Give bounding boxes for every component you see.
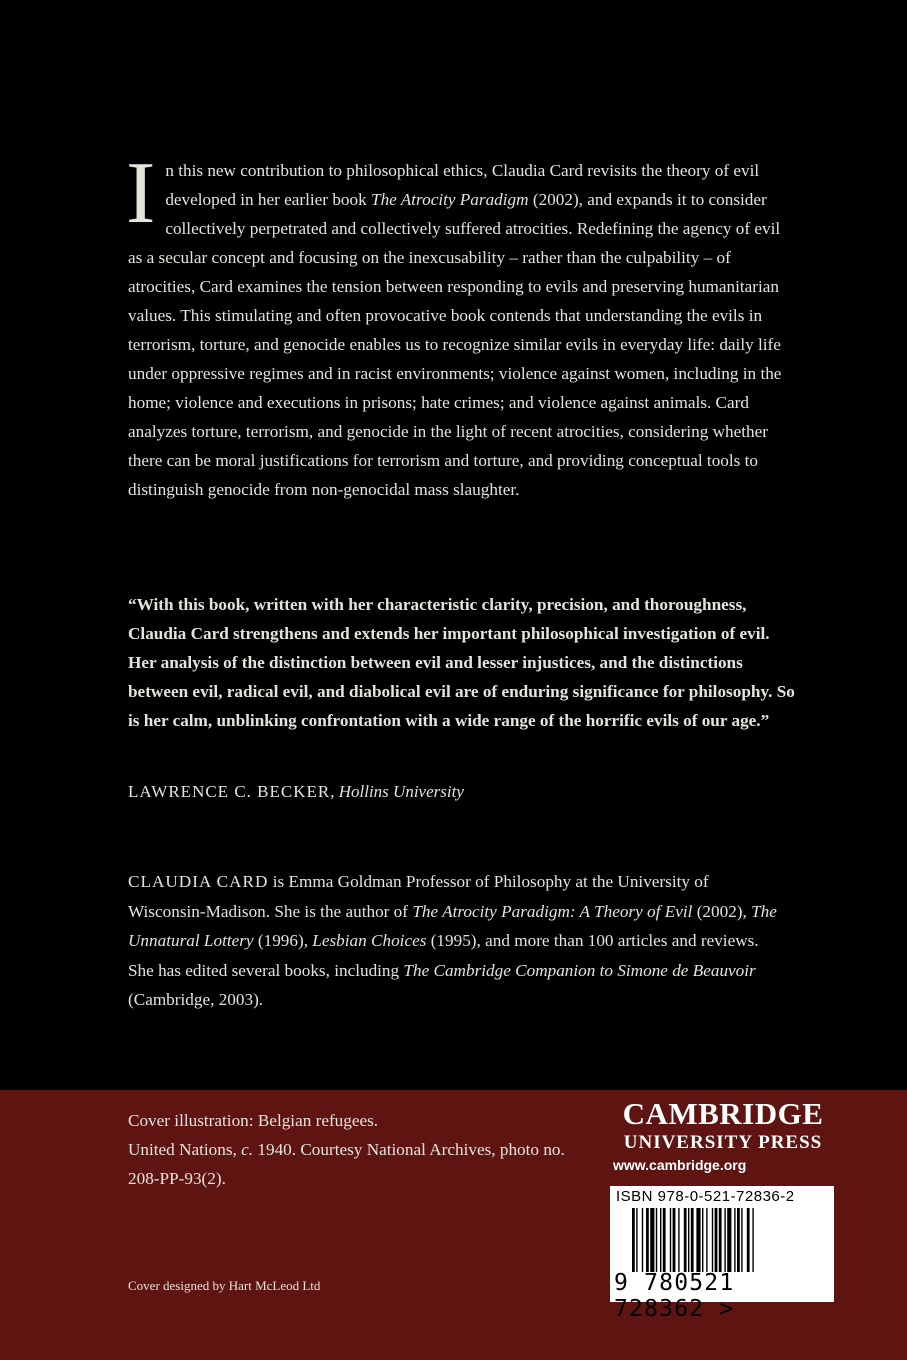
barcode-bar	[650, 1208, 654, 1272]
author-name: CLAUDIA CARD	[128, 872, 269, 891]
barcode-bar	[696, 1208, 700, 1272]
barcode-bar	[719, 1208, 722, 1272]
barcode-bar	[673, 1208, 676, 1272]
cover-designer: Cover designed by Hart McLeod Ltd	[128, 1278, 321, 1293]
description-text-2: (2002), and expands it to consider collectively perpetrated and collectively suffered atrocities. Redefining the agency of evil as a secular concept and focusing on the inexcusability – rather than the culpability – of atrocities, Card examines the tension between responding to evils and preserving humanitarian values. This stimulating and often provocative book contends that understanding the evils in terrorism, torture, and genocide enables us to recognize similar evils in everyday life: daily life under oppressive regimes and in racist environments; violence against women, including in the home; violence and executions in prisons; hate crimes; and violence against animals. Card analyzes torture, terrorism, and genocide in the light of recent atrocities, considering whether there can be moral justifications for terrorism and torture, and providing conceptual tools to distinguish genocide from non-genocidal mass slaughter.	[128, 190, 782, 499]
circa-abbr: c.	[241, 1140, 254, 1159]
barcode-bar	[747, 1208, 750, 1272]
bio-book-1: The Atrocity Paradigm: A Theory of Evil	[412, 901, 693, 921]
endorsement-attribution	[128, 782, 464, 802]
bio-text-1: is Emma Goldman Professor of Philosophy at the University of Wisconsin-Madison. She is the author of	[128, 872, 709, 921]
barcode-bar	[688, 1208, 689, 1272]
barcode-bar	[737, 1208, 740, 1272]
barcode-bar	[691, 1208, 694, 1272]
barcode-bar	[660, 1208, 661, 1272]
description-text-1: n this new contribution to philosophical ethics, Claudia Card revisits the theory of evil developed in her earlier book	[165, 161, 760, 209]
author-bio	[128, 867, 788, 1015]
credit-line-2b: 1940. Courtesy National Archives, photo no. 208-PP-93(2).	[128, 1140, 565, 1188]
bio-text-5: (Cambridge, 2003).	[128, 990, 264, 1009]
credit-line-1: Cover illustration: Belgian refugees.	[128, 1111, 379, 1130]
barcode-bars	[632, 1208, 828, 1272]
endorsement-quote: “With this book, written with her characteristic clarity, precision, and thoroughness, Claudia Card strengthens and extends her important philosophical investigation of evil. Her analysis of the distinction between evil and lesser injustices, and the distinctions between evil, radical evil, and diabolical evil are of enduring significance for philosophy. So is her calm, unblinking confrontation with a wide range of the horrific evils of our age.”	[128, 595, 795, 730]
publisher-logo	[612, 1096, 834, 1176]
barcode-bar	[678, 1208, 679, 1272]
barcode-bar	[715, 1208, 718, 1272]
barcode-bar	[734, 1208, 735, 1272]
barcode-bar	[663, 1208, 666, 1272]
barcode-bar	[642, 1208, 643, 1272]
barcode-bar	[656, 1208, 657, 1272]
barcode-bar	[646, 1208, 649, 1272]
bio-book-2: The Unnatural Lottery	[128, 901, 777, 950]
publisher-url: www.cambridge.org	[613, 1157, 747, 1173]
barcode-bar	[684, 1208, 687, 1272]
barcode-digits: 9 780521 728362 >	[614, 1270, 735, 1322]
cover-credit	[128, 1106, 568, 1193]
barcode-bar	[632, 1208, 635, 1272]
barcode-bar	[670, 1208, 671, 1272]
isbn-barcode	[610, 1186, 834, 1322]
barcode-bar	[741, 1208, 742, 1272]
barcode-bar	[702, 1208, 703, 1272]
endorser-name: LAWRENCE C. BECKER	[128, 782, 331, 801]
barcode-bar	[727, 1208, 731, 1272]
drop-cap: I	[126, 145, 156, 242]
barcode-bar	[636, 1208, 637, 1272]
book-title-reference: The Atrocity Paradigm	[371, 190, 529, 209]
bio-text-2: (2002),	[692, 901, 752, 921]
publisher-subname: UNIVERSITY PRESS	[623, 1132, 823, 1153]
credit-line-2a: United Nations,	[128, 1140, 242, 1159]
barcode-bar	[752, 1208, 753, 1272]
bio-book-3: Lesbian Choices	[312, 931, 427, 950]
barcode-bar	[706, 1208, 707, 1272]
bio-text-4: (1995), and more than 100 articles and reviews. She has edited several books, including	[128, 931, 759, 980]
bio-text-3: (1996),	[253, 931, 313, 950]
endorser-affiliation: Hollins University	[338, 782, 464, 801]
isbn-label: ISBN 978-0-521-72836-2	[616, 1188, 795, 1205]
attribution-separator: ,	[330, 782, 339, 801]
bio-book-4: The Cambridge Companion to Simone de Beauvoir	[403, 960, 756, 980]
barcode-bar	[712, 1208, 713, 1272]
description-paragraph	[126, 145, 792, 504]
publisher-name: CAMBRIDGE	[622, 1096, 824, 1131]
barcode-bar	[724, 1208, 725, 1272]
